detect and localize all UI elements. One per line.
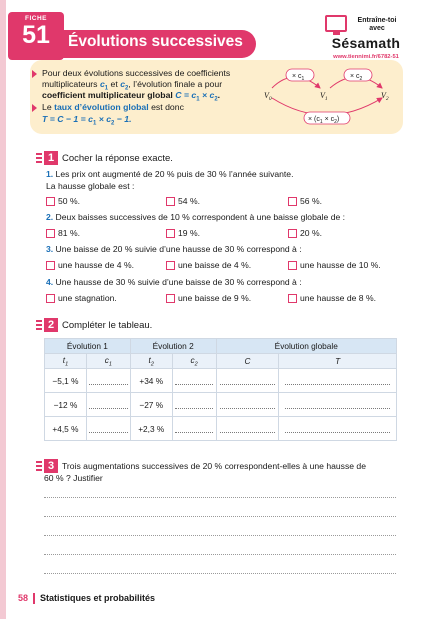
- exercise-1-title: Cocher la réponse exacte.: [62, 153, 173, 164]
- checkbox[interactable]: [288, 261, 297, 270]
- def-line-2: multiplicateurs $c_1$ et $c_2$, l’évolution finale a pour: [42, 79, 223, 92]
- q3-option-c[interactable]: une hausse de 10 %.: [288, 260, 381, 270]
- label-v1: $V_1$: [320, 91, 328, 102]
- answer-line[interactable]: [44, 516, 396, 517]
- answer-line[interactable]: [44, 573, 396, 574]
- def-line-4: Le taux d’évolution global est donc: [42, 102, 184, 112]
- computer-icon: [325, 15, 347, 32]
- checkbox[interactable]: [46, 229, 55, 238]
- q2-option-a[interactable]: 81 %.: [46, 228, 80, 238]
- cell-C-blank[interactable]: [216, 369, 279, 393]
- cell-c2-blank[interactable]: [172, 417, 216, 441]
- side-strip: [0, 0, 6, 619]
- svg-text:× c1: × $c_1$: [292, 73, 305, 82]
- q4-option-c[interactable]: une hausse de 8 %.: [288, 293, 376, 303]
- svg-text:× (c1 × c2): × $(c_1 \times c_2)$: [308, 116, 340, 125]
- subheader-T: T: [279, 354, 397, 369]
- cell-t2: +2,3 %: [130, 417, 172, 441]
- exercise-2-icon: 2: [36, 318, 58, 332]
- cell-t1: −5,1 %: [45, 369, 87, 393]
- question-3: 3. Une baisse de 20 % suivie d’une hausse de 30 % correspond à :: [46, 244, 302, 254]
- cell-t2: −27 %: [130, 393, 172, 417]
- fiche-number: 51: [22, 21, 50, 49]
- q4-option-b[interactable]: une baisse de 9 %.: [166, 293, 251, 303]
- exercise-3-icon: 3: [36, 459, 58, 473]
- section-name: Statistiques et probabilités: [40, 593, 156, 603]
- q2-option-b[interactable]: 19 %.: [166, 228, 200, 238]
- cell-t1: −12 %: [45, 393, 87, 417]
- subheader-t2: $t_2$: [130, 354, 172, 369]
- answer-line[interactable]: [44, 535, 396, 536]
- checkbox[interactable]: [166, 261, 175, 270]
- subheader-C: C: [216, 354, 279, 369]
- cell-T-blank[interactable]: [279, 393, 397, 417]
- cell-C-blank[interactable]: [216, 393, 279, 417]
- fiche-label: FICHE: [25, 15, 47, 22]
- checkbox[interactable]: [46, 261, 55, 270]
- exercise-2-title: Compléter le tableau.: [62, 320, 153, 331]
- checkbox[interactable]: [166, 294, 175, 303]
- header-evolution-global: Évolution globale: [216, 339, 396, 354]
- cell-t2: +34 %: [130, 369, 172, 393]
- table-row: [45, 369, 397, 393]
- cell-T-blank[interactable]: [279, 369, 397, 393]
- question-1: 1. Les prix ont augmenté de 20 % puis de 30 % l’année suivante.: [46, 169, 294, 179]
- checkbox[interactable]: [288, 229, 297, 238]
- sesamath-tagline: Entraîne-toi avec: [357, 17, 397, 32]
- table-row: [45, 417, 397, 441]
- subheader-c1: $c_1$: [86, 354, 130, 369]
- q2-option-c[interactable]: 20 %.: [288, 228, 322, 238]
- exercise-3-line-2: 60 % ? Justifier: [44, 473, 103, 483]
- answer-line[interactable]: [44, 497, 396, 498]
- q1-option-c[interactable]: 56 %.: [288, 196, 322, 206]
- checkbox[interactable]: [166, 197, 175, 206]
- table-row: [45, 393, 397, 417]
- q3-option-a[interactable]: une hausse de 4 %.: [46, 260, 134, 270]
- bullet-icon: [32, 104, 38, 112]
- label-v0: $V_0$: [264, 91, 272, 102]
- exercise-3-line-1: Trois augmentations successives de 20 % correspondent-elles à une hausse de: [62, 461, 366, 471]
- checkbox[interactable]: [166, 229, 175, 238]
- checkbox[interactable]: [46, 294, 55, 303]
- cell-c1-blank[interactable]: [86, 369, 130, 393]
- answer-line[interactable]: [44, 554, 396, 555]
- cell-c2-blank[interactable]: [172, 393, 216, 417]
- sesamath-logo[interactable]: [325, 10, 407, 66]
- bullet-icon: [32, 70, 38, 78]
- footer-separator: [33, 593, 35, 604]
- evolution-diagram: [264, 64, 404, 130]
- checkbox[interactable]: [288, 197, 297, 206]
- def-line-5: $T = C - 1 = c_1 \times c_2 - 1$.: [42, 114, 132, 127]
- page-title: Évolutions successives: [68, 33, 243, 50]
- header-evolution-2: Évolution 2: [130, 339, 216, 354]
- evolution-table: [44, 338, 397, 441]
- cell-C-blank[interactable]: [216, 417, 279, 441]
- question-1-sub: La hausse globale est :: [46, 181, 135, 191]
- exercise-1-icon: 1: [36, 151, 58, 165]
- cell-c1-blank[interactable]: [86, 417, 130, 441]
- q3-option-b[interactable]: une baisse de 4 %.: [166, 260, 251, 270]
- page-number: 58: [18, 593, 29, 603]
- question-4: 4. Une hausse de 30 % suivie d’une baisse de 30 % correspond à :: [46, 277, 302, 287]
- q1-option-a[interactable]: 50 %.: [46, 196, 80, 206]
- def-line-1: Pour deux évolutions successives de coefficients: [42, 68, 231, 78]
- q1-option-b[interactable]: 54 %.: [166, 196, 200, 206]
- checkbox[interactable]: [46, 197, 55, 206]
- sesamath-brand: Sésamath: [331, 35, 401, 51]
- label-v2: $V_2$: [381, 91, 389, 102]
- q4-option-a[interactable]: une stagnation.: [46, 293, 117, 303]
- svg-text:× c2: × $c_2$: [350, 73, 363, 82]
- header-evolution-1: Évolution 1: [45, 339, 131, 354]
- cell-t1: +4,5 %: [45, 417, 87, 441]
- def-line-3: coefficient multiplicateur global $C = c_1 \times c_2$.: [42, 90, 221, 103]
- question-2: 2. Deux baisses successives de 10 % correspondent à une baisse globale de :: [46, 212, 346, 222]
- cell-T-blank[interactable]: [279, 417, 397, 441]
- cell-c1-blank[interactable]: [86, 393, 130, 417]
- subheader-t1: $t_1$: [45, 354, 87, 369]
- subheader-c2: $c_2$: [172, 354, 216, 369]
- fiche-badge: [8, 12, 64, 60]
- checkbox[interactable]: [288, 294, 297, 303]
- cell-c2-blank[interactable]: [172, 369, 216, 393]
- sesamath-url[interactable]: www.tiennimi.fr/6782-51: [333, 54, 399, 60]
